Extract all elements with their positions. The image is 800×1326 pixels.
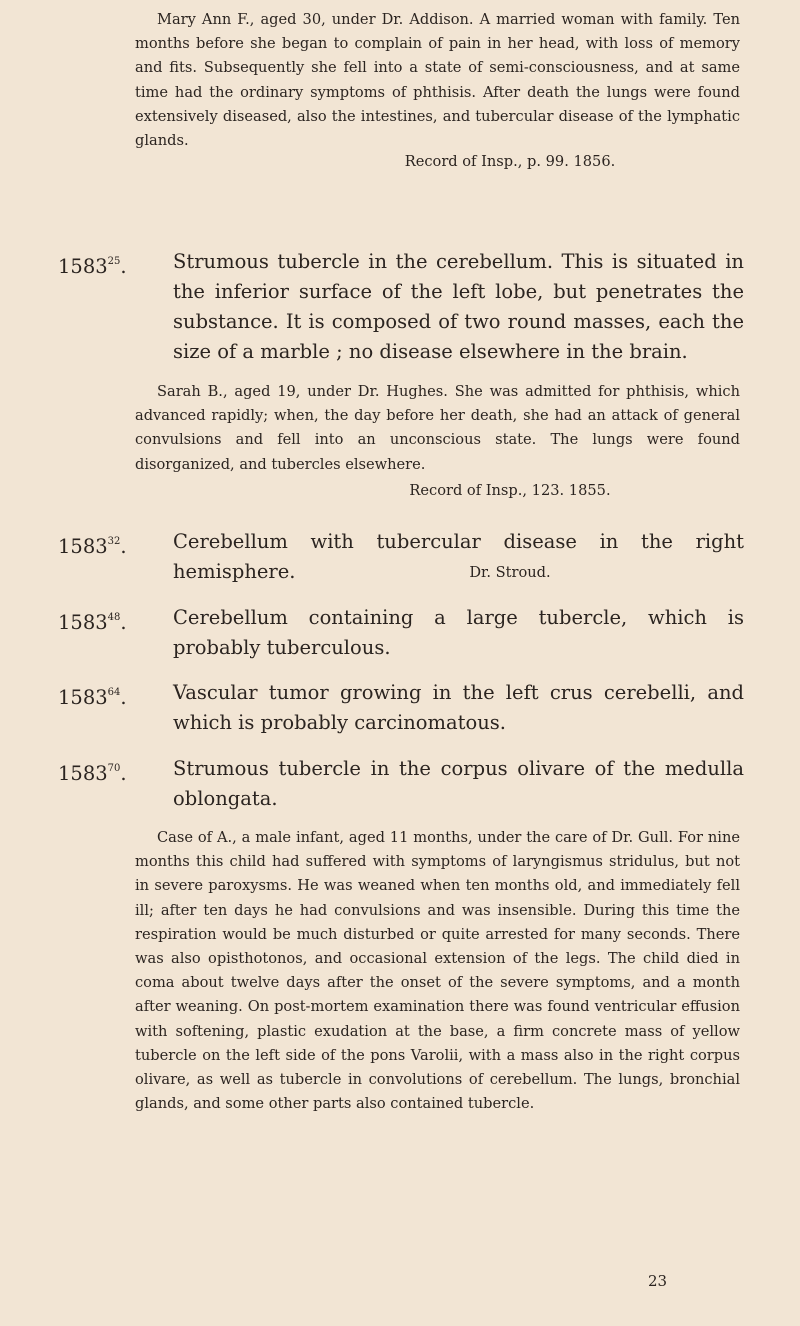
- case-text: Case of A., a male infant, aged 11 months, under the care of Dr. Gull. For nine months this child had suffered with symptoms of laryngismus stridulus, but not in severe paroxysms. He was weaned when ten months old, and immediately fell ill; after ten days he had convulsions and was insensible. During this time the respiration would be much disturbed or quite arrested for many seconds. There was also opisthotonos, and occasional extension of the legs. The child died in coma about twelve days after the onset of the severe symptoms, and a month after weaning. On post-mortem examination there was found ventricular effusion with softening, plastic exudation at the base, a firm concrete mass of yellow tubercle on the left side of the pons Varolii, with a mass also in the right corpus olivare, as well as tubercle in convolutions of cerebellum. The lungs, bronchial glands, and some other parts also contained tubercle.: [135, 829, 740, 1113]
- entry-number: 1583$^{70}$.: [58, 762, 127, 785]
- page-number: 23: [648, 1272, 668, 1290]
- case-text: Sarah B., aged 19, under Dr. Hughes. She was admitted for phthisis, which advanced rapidly; when, the day before her death, she had an attack of general convulsions and fell into an unconscious state. The lungs were found disorganized, and tubercles elsewhere.: [135, 383, 740, 473]
- entry-title: Strumous tubercle in the corpus olivare of the medulla oblongata.: [173, 757, 744, 810]
- entry-1583-70: [58, 754, 744, 814]
- entry-title: Cerebellum containing a large tubercle, which is probably tuberculous.: [173, 606, 744, 659]
- intro-case: [135, 8, 740, 153]
- intro-text: Mary Ann F., aged 30, under Dr. Addison. A married woman with family. Ten months before she began to complain of pain in her head, with loss of memory and fits. Subsequently she fell into a state of semi-consciousness, and at same time had the ordinary symptoms of phthisis. After death the lungs were found extensively diseased, also the intestines, and tubercular disease of the lymphatic glands.: [135, 11, 740, 150]
- entry-32-reference: Dr. Stroud.: [469, 564, 551, 581]
- entry-1583-64: [58, 678, 744, 738]
- intro-reference: Record of Insp., p. 99. 1856.: [404, 153, 616, 170]
- entry-title: Strumous tubercle in the cerebellum. This is situated in the inferior surface of the left lobe, but penetrates the substance. It is composed of two round masses, each the size of a marble ; no disease elsewhere in the brain.: [173, 250, 744, 363]
- entry-number: 1583$^{25}$.: [58, 255, 127, 278]
- entry-title: Cerebellum with tubercular disease in the right hemisphere.: [173, 530, 744, 583]
- entry-25-case: [135, 380, 740, 477]
- entry-1583-25: [58, 247, 744, 367]
- entry-number: 1583$^{64}$.: [58, 686, 127, 709]
- entry-25-reference: Record of Insp., 123. 1855.: [409, 482, 611, 499]
- entry-70-case: [135, 826, 740, 1116]
- entry-title: Vascular tumor growing in the left crus cerebelli, and which is probably carcinomatous.: [173, 681, 744, 734]
- entry-number: 1583$^{32}$.: [58, 535, 127, 558]
- entry-1583-48: [58, 603, 744, 663]
- entry-number: 1583$^{48}$.: [58, 611, 127, 634]
